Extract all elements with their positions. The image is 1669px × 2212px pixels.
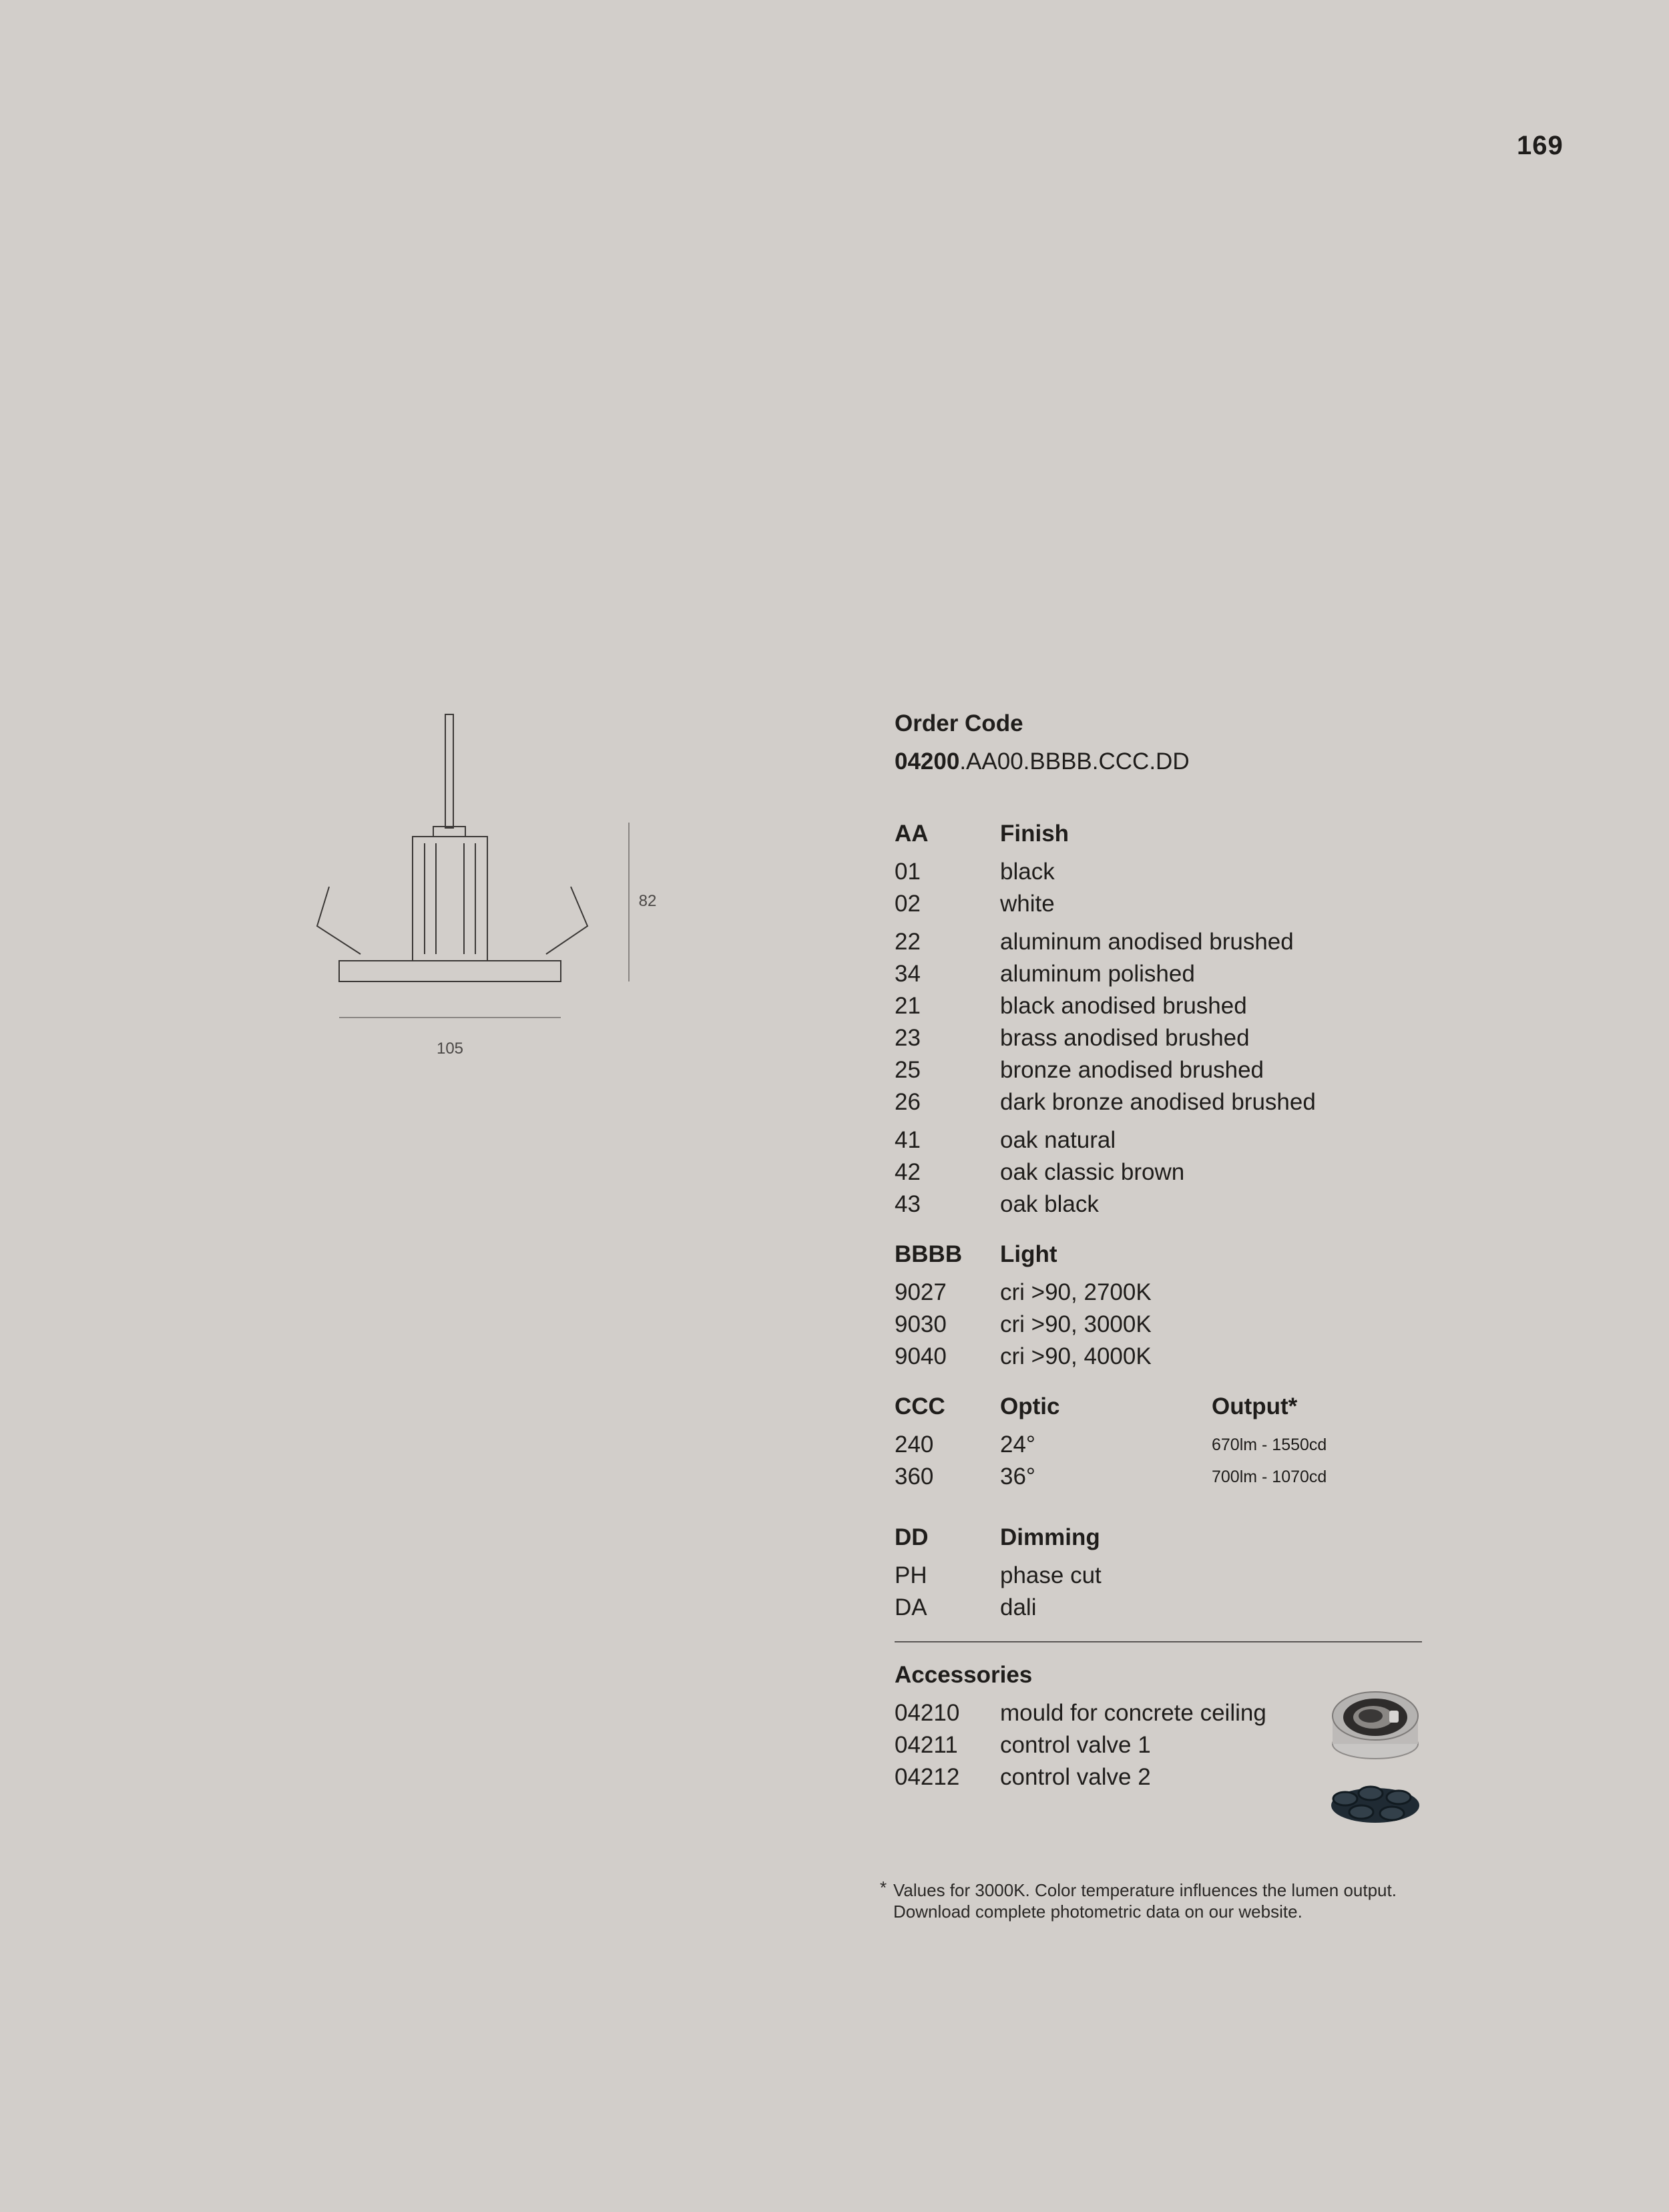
optic-label: 24° (1000, 1431, 1035, 1458)
accessory-code: 04212 (895, 1764, 960, 1790)
finish-code: 26 (895, 1089, 921, 1115)
finish-code: 23 (895, 1025, 921, 1051)
drawing-spring-right (546, 887, 587, 954)
finish-label: oak black (1000, 1191, 1099, 1217)
order-code-prefix: 04200 (895, 748, 960, 775)
drawing-spring-left (317, 887, 361, 954)
light-label: cri >90, 2700K (1000, 1279, 1152, 1305)
dimming-label: phase cut (1000, 1562, 1102, 1588)
optic-rows (895, 1429, 1429, 1493)
optic-code: 240 (895, 1431, 934, 1458)
page-number: 169 (1517, 131, 1564, 160)
optic-label: 36° (1000, 1464, 1035, 1490)
finish-code: 43 (895, 1191, 921, 1217)
finish-row (895, 958, 1429, 990)
finish-code-header: AA (895, 821, 929, 847)
dimming-code: DA (895, 1594, 927, 1620)
finish-row (895, 1156, 1429, 1188)
dimming-row (895, 1592, 1429, 1624)
finish-label: oak classic brown (1000, 1159, 1185, 1185)
light-rows (895, 1277, 1429, 1373)
finish-row (895, 990, 1429, 1022)
divider (895, 1641, 1422, 1642)
finish-code: 42 (895, 1159, 921, 1185)
finish-code: 25 (895, 1057, 921, 1083)
finish-row (895, 1022, 1429, 1054)
finish-row (895, 1188, 1429, 1221)
finish-header (895, 818, 1429, 850)
light-code: 9030 (895, 1311, 947, 1337)
mould-image (1325, 1683, 1425, 1769)
finish-label: oak natural (1000, 1127, 1116, 1153)
finish-label: aluminum anodised brushed (1000, 929, 1294, 955)
footnote (880, 1879, 1397, 1922)
finish-label: black (1000, 859, 1055, 885)
order-code-suffix: .AA00.BBBB.CCC.DD (959, 748, 1190, 775)
light-label: cri >90, 3000K (1000, 1311, 1152, 1337)
finish-code: 41 (895, 1127, 921, 1153)
finish-row (895, 1086, 1429, 1118)
optic-output: 670lm - 1550cd (1212, 1435, 1327, 1454)
spec-column (895, 708, 1429, 1793)
footnote-star: * (880, 1877, 887, 1898)
optic-row (895, 1461, 1429, 1493)
height-dimension-label: 82 (638, 892, 657, 910)
light-code: 9040 (895, 1343, 947, 1369)
optic-label-header: Optic (1000, 1393, 1060, 1419)
finish-row (895, 888, 1429, 920)
finish-code: 01 (895, 859, 921, 885)
finish-row (895, 856, 1429, 888)
light-label: cri >90, 4000K (1000, 1343, 1152, 1369)
light-row (895, 1309, 1429, 1341)
accessory-label: control valve 2 (1000, 1764, 1151, 1790)
dimming-header (895, 1522, 1429, 1554)
finish-row (895, 1124, 1429, 1156)
finish-label: dark bronze anodised brushed (1000, 1089, 1316, 1115)
dimming-row (895, 1560, 1429, 1592)
finish-label-header: Finish (1000, 821, 1069, 847)
accessory-label: mould for concrete ceiling (1000, 1700, 1266, 1726)
light-code: 9027 (895, 1279, 947, 1305)
light-header (895, 1239, 1429, 1271)
optic-code-header: CCC (895, 1393, 945, 1419)
order-code-title: Order Code (895, 710, 1023, 736)
drawing-flange (339, 961, 561, 981)
dimming-label: dali (1000, 1594, 1037, 1620)
width-dimension-label: 105 (436, 1040, 464, 1058)
finish-group-wood (895, 1124, 1429, 1221)
control-valve-image (1325, 1775, 1425, 1828)
technical-drawing (294, 701, 694, 1075)
footnote-line-1: Values for 3000K. Color temperature influences the lumen output. (893, 1880, 1397, 1900)
finish-code: 34 (895, 961, 921, 987)
light-code-header: BBBB (895, 1241, 963, 1267)
dimming-label-header: Dimming (1000, 1524, 1100, 1550)
finish-group-basic (895, 856, 1429, 920)
footnote-line-2: Download complete photometric data on our website. (893, 1902, 1302, 1922)
accessories-title: Accessories (895, 1662, 1033, 1688)
finish-group-metal (895, 926, 1429, 1118)
finish-label: white (1000, 891, 1055, 917)
drawing-stem (445, 714, 453, 828)
finish-row (895, 1054, 1429, 1086)
dimming-code-header: DD (895, 1524, 929, 1550)
optic-header (895, 1391, 1429, 1423)
light-row (895, 1341, 1429, 1373)
finish-label: aluminum polished (1000, 961, 1195, 987)
finish-code: 02 (895, 891, 921, 917)
accessory-code: 04210 (895, 1700, 960, 1726)
optic-output-header: Output* (1212, 1393, 1298, 1419)
finish-label: brass anodised brushed (1000, 1025, 1250, 1051)
optic-output: 700lm - 1070cd (1212, 1468, 1327, 1486)
finish-label: black anodised brushed (1000, 993, 1247, 1019)
drawing-body (413, 837, 487, 961)
finish-code: 22 (895, 929, 921, 955)
finish-row (895, 926, 1429, 958)
light-label-header: Light (1000, 1241, 1057, 1267)
dimming-rows (895, 1560, 1429, 1624)
dimming-code: PH (895, 1562, 927, 1588)
order-code (895, 746, 1429, 778)
accessory-label: control valve 1 (1000, 1732, 1151, 1758)
optic-code: 360 (895, 1464, 934, 1490)
finish-label: bronze anodised brushed (1000, 1057, 1264, 1083)
finish-code: 21 (895, 993, 921, 1019)
optic-row (895, 1429, 1429, 1461)
light-row (895, 1277, 1429, 1309)
accessory-code: 04211 (895, 1732, 958, 1758)
